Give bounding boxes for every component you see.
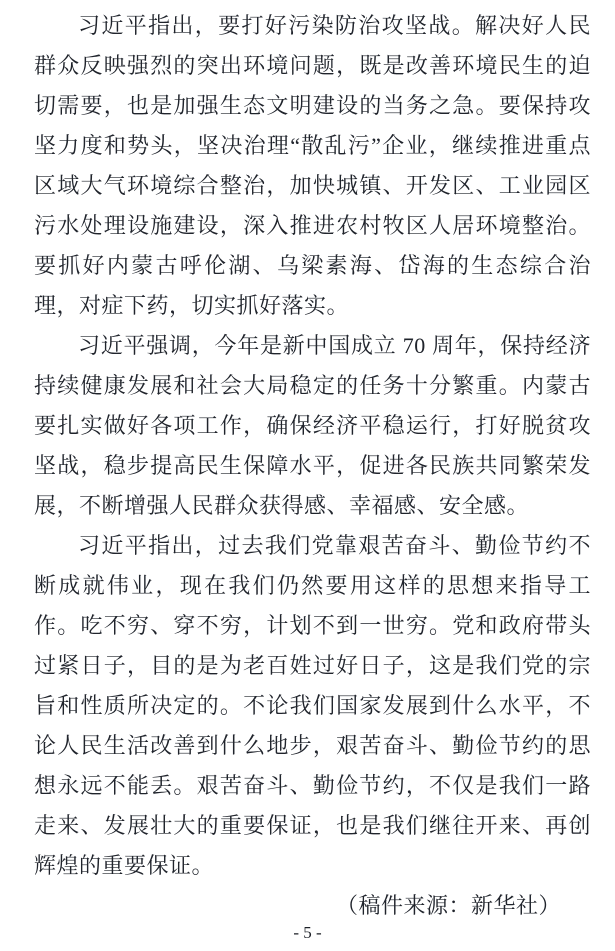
paragraph-3: 习近平指出，过去我们党靠艰苦奋斗、勤俭节约不断成就伟业，现在我们仍然要用这样的思想来指导工作。吃不穷、穿不穷，计划不到一世穷。党和政府带头过紧日子，目的是为老百姓过好日子，这是我们党的宗旨和性质所决定的。不论我们国家发展到什么水平，不论人民生活改善到什么地步，艰苦奋斗、勤俭节约的思想永远不能丢。艰苦奋斗、勤俭节约，不仅是我们一路走来、发展壮大的重要保证，也是我们继往开来、再创辉煌的重要保证。 bbox=[34, 533, 591, 878]
paragraph-2: 习近平强调，今年是新中国成立 70 周年，保持经济持续健康发展和社会大局稳定的任务十分繁重。内蒙古要扎实做好各项工作，确保经济平稳运行，打好脱贫攻坚战，稳步提高民生保障水平，促进各民族共同繁荣发展，不断增强人民群众获得感、幸福感、安全感。 bbox=[34, 333, 591, 518]
source-attribution: （稿件来源：新华社） bbox=[335, 893, 561, 918]
page-number: - 5 - bbox=[293, 923, 322, 942]
paragraph-1: 习近平指出，要打好污染防治攻坚战。解决好人民群众反映强烈的突出环境问题，既是改善环境民生的迫切需要，也是加强生态文明建设的当务之急。要保持攻坚力度和势头，坚决治理“散乱污”企业，继续推进重点区域大气环境综合整治，加快城镇、开发区、工业园区污水处理设施建设，深入推进农村牧区人居环境整治。要抓好内蒙古呼伦湖、乌梁素海、岱海的生态综合治理，对症下药，切实抓好落实。 bbox=[34, 13, 591, 318]
